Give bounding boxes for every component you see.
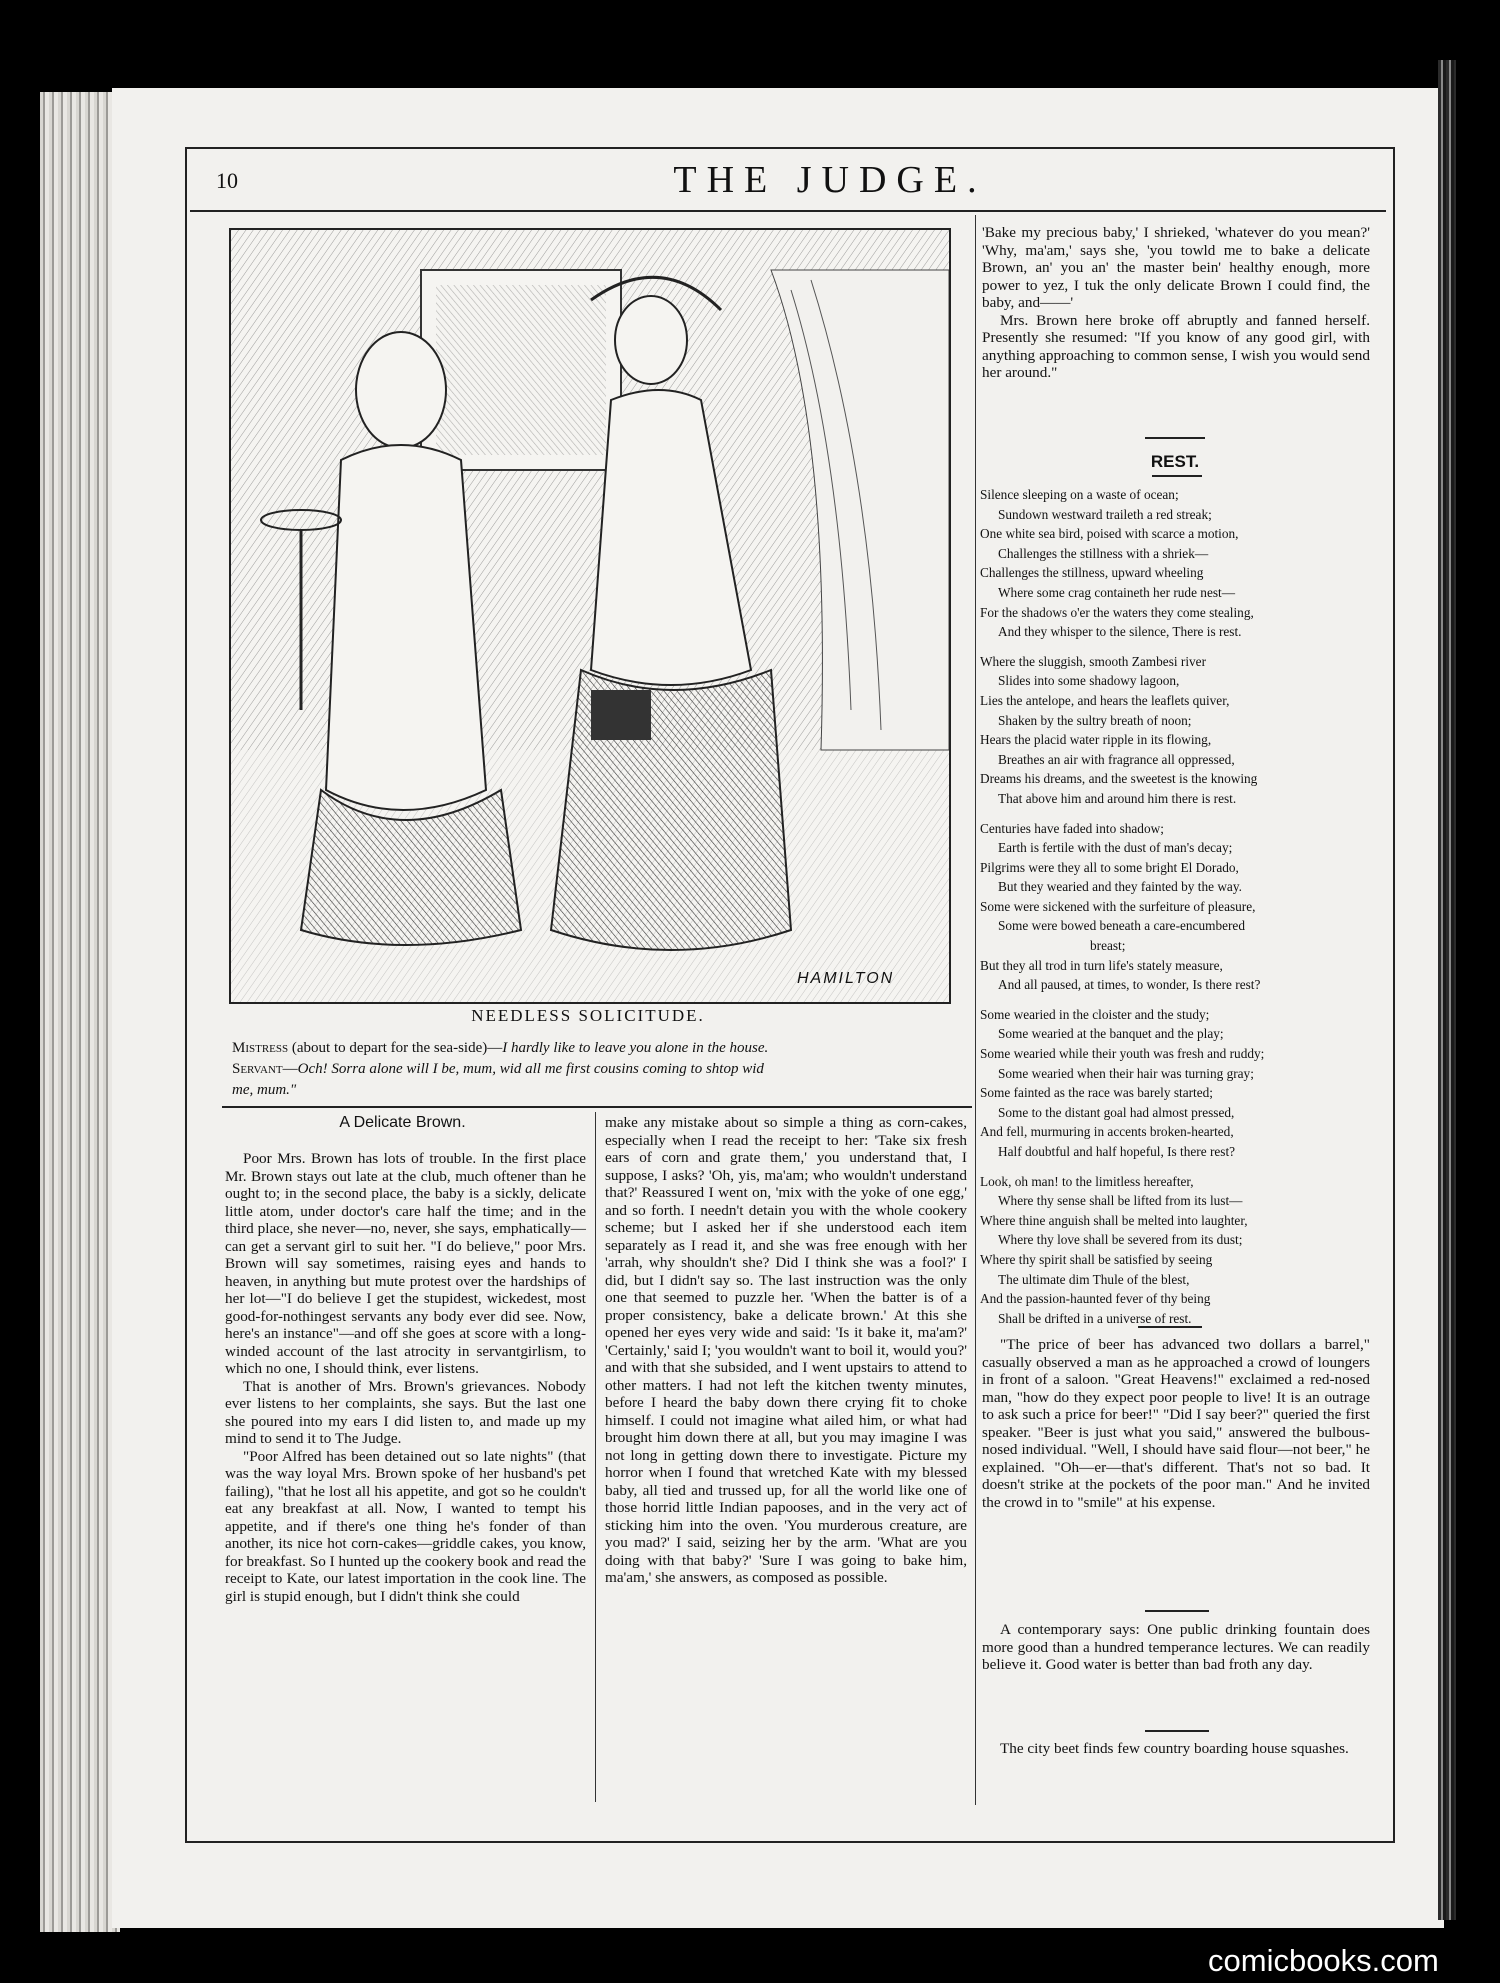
section-rule	[1138, 1326, 1202, 1328]
poem-line: Half doubtful and half hopeful, Is there rest?	[998, 1144, 1236, 1159]
poem-rest	[980, 485, 1370, 1338]
poem-line: The ultimate dim Thule of the blest,	[998, 1271, 1190, 1287]
poem-line: But they all trod in turn life's stately measure,	[980, 957, 1223, 973]
item-paragraph: The city beet finds few country boarding house squashes.	[1000, 1740, 1349, 1757]
poem-title: REST.	[1150, 452, 1200, 471]
caption-mistress-speech: I hardly like to leave you alone in the house.	[502, 1040, 769, 1056]
poem-line: Where thine anguish shall be melted into laughter,	[980, 1212, 1248, 1228]
cartoon-title: NEEDLESS SOLICITUDE.	[471, 1006, 705, 1025]
poem-line: And all paused, at times, to wonder, Is there rest?	[998, 977, 1261, 993]
poem-line: And they whisper to the silence, There is rest.	[998, 624, 1242, 640]
poem-stanza	[980, 485, 1370, 642]
poem-line: Some were bowed beneath a care-encumbered	[998, 918, 1245, 934]
article-paragraph: That is another of Mrs. Brown's grievances. Nobody ever listens to her complaints, she says. But the last one she poured into my ears I did listen to, and made up my mind to send it to The Judge.	[225, 1377, 586, 1447]
poem-line: Where thy sense shall be lifted from its lust—	[998, 1193, 1243, 1209]
article-title: A Delicate Brown.	[339, 1114, 466, 1131]
poem-line: But they wearied and they fainted by the way.	[998, 879, 1242, 895]
poem-line: Challenges the stillness with a shriek—	[998, 545, 1209, 561]
poem-line: Some wearied in the cloister and the study;	[980, 1006, 1210, 1022]
poem-line: That above him and around him there is rest.	[998, 790, 1237, 806]
poem-line: One white sea bird, poised with scarce a motion,	[980, 526, 1239, 542]
poem-line: Some were sickened with the surfeiture of pleasure,	[980, 898, 1256, 914]
article-paragraph: make any mistake about so simple a thing as corn-cakes, especially when I read the receipt to her: 'Take six fresh ears of corn and grate them,' you understand that, I suppose, I asks? 'Oh, yis, ma'am; who wouldn't understand that?' Reassured I went on, 'mix with the yoke of one egg,' and so forth. I needn't detain you with the whole cookery scheme; but I asked her if she understood each item separately as I read it, and she was free enough with her 'arrah, why shouldn't she? Did I think she was a fool?' I did, but I didn't say so. The last instruction was the only one that seemed to puzzle her. 'When the batter is of a proper consistency, bake a delicate brown.' At this she opened her eyes very wide and said: 'Is it bake it, ma'am?' 'Certainly,' said I; 'you wouldn't want to boil it, would you?' and with that she subsided, and I went upstairs to attend to other matters. I had not left the kitchen twenty minutes, before I heard the baby down there crying fit to choke himself. I could not imagine what ailed him, or what had brought him down there at all, but you may imagine I was not long in getting down there to investigate. Picture my horror when I found that wretched Kate with my blessed baby, all tied and trussed up, for all the world like one of those horrid little Indian papooses, and in the very act of sticking him into the oven. 'You murderous creature, are you mad?' I said, seizing her by the arm. 'What are you doing with that baby?' 'Sure I was going to bake him, ma'am,' she answers, as composed as possible.	[605, 1114, 967, 1586]
watermark: comicbooks.com	[1208, 1943, 1439, 1978]
poem-stanza	[980, 652, 1370, 809]
article-paragraph: "Poor Alfred has been detained out so late nights" (that was the way loyal Mrs. Brown spoke of her husband's pet failing), "that he lost all his appetite, and got so he couldn't eat any breakfast at all. Now, I wanted to tempt his appetite, and if there's one thing he's fonder of than another, its nice hot corn-cakes—griddle cakes, you know, for breakfast. So I hunted up the cookery book and read the receipt to Kate, our latest importation in the cook line. The girl is stupid enough, but I didn't think she could	[225, 1447, 587, 1605]
poem-line: Some to the distant goal had almost pressed,	[998, 1104, 1235, 1120]
page-edge-right	[1438, 60, 1456, 1920]
poem-line: breast;	[1090, 938, 1126, 954]
poem-line: Look, oh man! to the limitless hereafter,	[980, 1173, 1194, 1189]
cartoon-illustration	[229, 228, 951, 1004]
caption-speaker-mistress: Mistress	[232, 1040, 289, 1056]
poem-line: And fell, murmuring in accents broken-hearted,	[980, 1124, 1234, 1140]
poem-line: Where thy spirit shall be satisfied by seeing	[980, 1251, 1213, 1267]
fountain-item	[982, 1621, 1370, 1674]
poem-line: Pilgrims were they all to some bright El Dorado,	[980, 859, 1239, 875]
poem-stanza	[980, 1005, 1370, 1162]
caption-stage-direction: (about to depart for the sea-side)—	[291, 1040, 503, 1056]
poem-stanza	[980, 819, 1370, 995]
article-column-1	[225, 1150, 586, 1605]
item-paragraph: "The price of beer has advanced two dollars a barrel," casually observed a man as he approached a crowd of loungers in front of a saloon. "Great Heavens!" exclaimed a red-nosed man, "how do they expect poor people to live! It is an outrage to ask such a price for beer!" "Did I say beer?" queried the first speaker. "Beer is just what you said," answered the bulbous-nosed individual. "Well, I should have said flour—not beer," he explained. "Oh—er—that's different. That's not so bad. It doesn't strike at the pockets of the poor man." And he invited the crowd in to "smile" at his expense.	[982, 1336, 1370, 1511]
poem-line: Shaken by the sultry breath of noon;	[998, 712, 1192, 728]
poem-line: For the shadows o'er the waters they come stealing,	[980, 604, 1254, 620]
poem-line: Some wearied while their youth was fresh and ruddy;	[980, 1046, 1265, 1062]
article-paragraph: 'Bake my precious baby,' I shrieked, 'whatever do you mean?' 'Why, ma'am,' says she, 'you towld me to bake a delicate Brown, an' you an' the master bein' healthy enough, more power to yez, I tuk the only delicate Brown I could find, the baby, and——'	[982, 224, 1370, 311]
item-paragraph: A contemporary says: One public drinking fountain does more good than a hundred temperance lectures. We can readily believe it. Good water is better than bad froth any day.	[982, 1621, 1370, 1673]
poem-line: Earth is fertile with the dust of man's decay;	[998, 840, 1233, 856]
poem-line: Lies the antelope, and hears the leaflets quiver,	[980, 692, 1230, 708]
caption-speaker-servant: Servant—	[232, 1061, 298, 1077]
section-rule	[1145, 1730, 1209, 1732]
poem-line: Silence sleeping on a waste of ocean;	[980, 487, 1179, 502]
poem-line: Dreams his dreams, and the sweetest is the knowing	[980, 771, 1258, 787]
poem-line: Shall be drifted in a universe of rest.	[998, 1310, 1192, 1326]
poem-title-rule	[1152, 475, 1202, 477]
poem-line: Breathes an air with fragrance all oppressed,	[998, 751, 1235, 767]
poem-line: Hears the placid water ripple in its flowing,	[980, 732, 1212, 748]
binding-edge	[40, 92, 120, 1932]
column-divider-1	[595, 1112, 596, 1802]
cartoon-caption-line-2	[232, 1059, 972, 1079]
section-rule	[1145, 1610, 1209, 1612]
article-paragraph: Mrs. Brown here broke off abruptly and fanned herself. Presently she resumed: "If you know of any good girl, with anything approaching to common sense, I wish you would send her around."	[982, 311, 1370, 381]
poem-line: Some wearied when their hair was turning gray;	[998, 1065, 1254, 1081]
poem-line: Where the sluggish, smooth Zambesi river	[980, 653, 1206, 669]
cartoon-drawing	[231, 230, 949, 1002]
beer-item	[982, 1336, 1370, 1511]
article-paragraph: Poor Mrs. Brown has lots of trouble. In the first place Mr. Brown stays out late at the club, much oftener than he ought to; in the second place, the baby is a sickly, delicate little atom, under doctor's care half the time; and in the third place, she never—no, never, she says, emphatically—can get a servant girl to suit her. "I do believe," poor Mrs. Brown will say sometimes, raising eyes and hands to heaven, in anything but mute protest over the hardships of her lot—"I do believe I get the stupidest, wickedest, most good-for-nothingest servants any body ever did see. Now, here's an instance"—and off she goes at score with a long-winded account of the last atrocity in servantgirlism, to which no one, I should think, ever listens.	[225, 1150, 586, 1377]
poem-line: Centuries have faded into shadow;	[980, 820, 1164, 836]
poem-line: Some fainted as the race was barely started;	[980, 1085, 1213, 1101]
poem-line: Some wearied at the banquet and the play;	[998, 1026, 1224, 1042]
poem-line: Slides into some shadowy lagoon,	[998, 673, 1180, 689]
caption-servant-speech: Och! Sorra alone will I be, mum, wid all me first cousins coming to shtop wid	[297, 1061, 764, 1077]
cartoon-caption-line-1	[232, 1038, 972, 1058]
column-divider-2	[975, 215, 976, 1805]
caption-servant-speech-end: me, mum."	[232, 1082, 297, 1098]
article-column-2	[605, 1114, 967, 1587]
artist-signature: HAMILTON	[797, 970, 895, 987]
beet-item	[982, 1740, 1370, 1758]
cartoon-caption-line-3	[232, 1080, 972, 1100]
page-number: 10	[216, 168, 238, 193]
section-rule	[1145, 437, 1205, 439]
poem-line: Challenges the stillness, upward wheeling	[980, 565, 1204, 581]
article-column-3	[982, 224, 1370, 382]
caption-rule	[222, 1106, 972, 1108]
poem-line: Sundown westward traileth a red streak;	[998, 506, 1212, 522]
masthead-rule	[190, 210, 1386, 212]
masthead: THE JUDGE.	[673, 159, 987, 201]
poem-line: And the passion-haunted fever of thy being	[980, 1291, 1211, 1307]
poem-stanza	[980, 1172, 1370, 1329]
poem-line: Where some crag containeth her rude nest—	[998, 584, 1236, 600]
poem-line: Where thy love shall be severed from its dust;	[998, 1232, 1243, 1248]
